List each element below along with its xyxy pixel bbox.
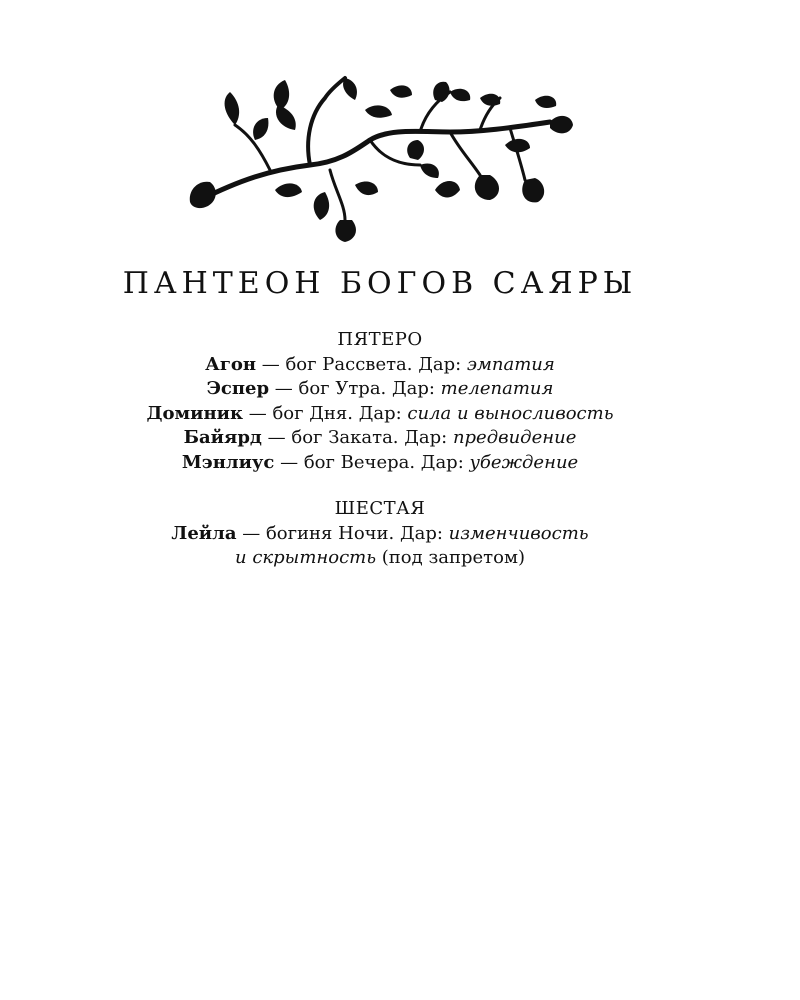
god-gift: эмпатия [466,353,555,375]
god-gift: убеждение [469,451,579,473]
god-entry-bayard [0,426,760,451]
god-entry-manlius [0,451,760,476]
forbidden-note: (под запретом) [376,547,525,568]
god-entry-esper [0,377,760,402]
god-description: — бог Утра. Дар: [269,378,441,399]
god-description: — бог Дня. Дар: [243,402,408,424]
god-gift: телепатия [440,378,554,399]
gods-group-five [0,328,760,475]
god-description: — бог Вечера. Дар: [274,451,470,473]
god-gift: предвидение [452,427,577,448]
god-entry-dominik [0,402,760,427]
group-heading-five: ПЯТЕРО [337,329,423,350]
god-name: Доминик [146,402,243,424]
page-title: ПАНТЕОН БОГОВ САЯРЫ [122,266,638,301]
rose-vine-ornament-icon [180,70,580,245]
god-gift: изменчивость [448,522,589,544]
group-heading-six: ШЕСТАЯ [334,498,426,519]
god-gift: сила и выносливость [407,402,614,424]
god-description: — бог Заката. Дар: [261,427,453,448]
god-description: — бог Рассвета. Дар: [256,353,467,375]
god-entry-leila [0,522,760,547]
god-name: Мэнлиус [181,451,275,473]
god-name: Лейла [171,522,237,544]
god-name: Эспер [206,378,270,399]
god-description: — богиня Ночи. Дар: [236,522,449,544]
god-entry-agon [0,353,760,378]
god-name: Агон [205,353,257,375]
god-name: Байярд [183,427,262,448]
god-entry-leila-continued [0,546,760,571]
gods-group-six [0,497,760,571]
god-gift-continued: и скрытность [235,547,377,568]
